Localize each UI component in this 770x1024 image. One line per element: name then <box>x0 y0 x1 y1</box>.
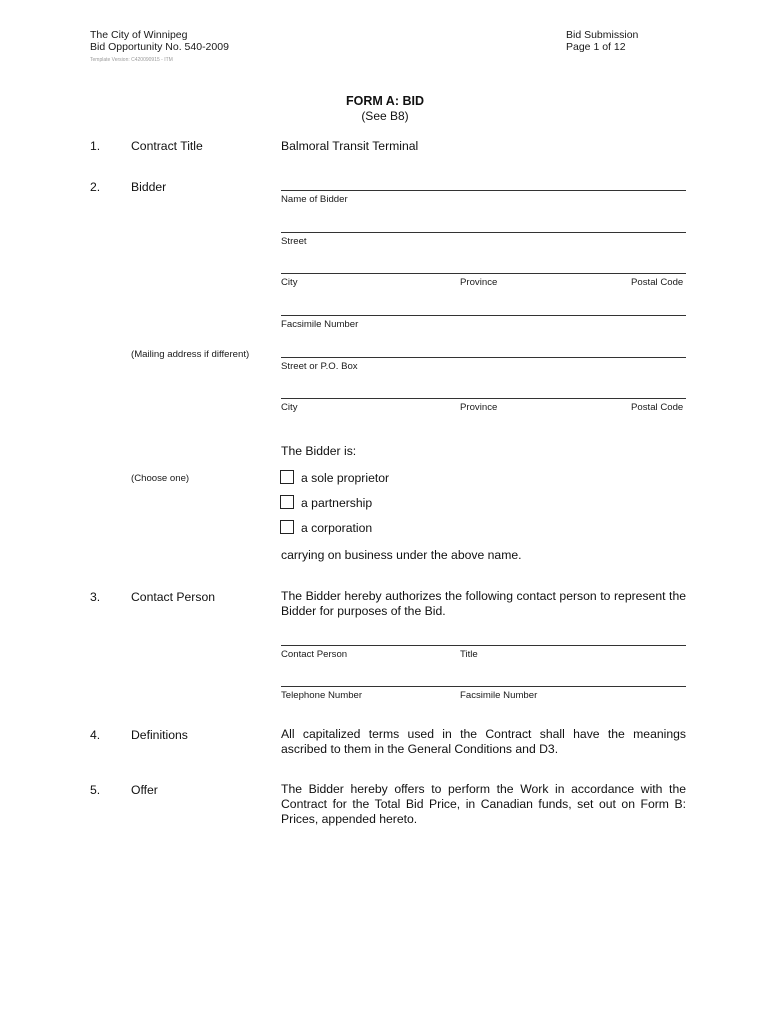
city-province-postal-line[interactable] <box>281 273 686 274</box>
contact-person-field-label: Contact Person <box>281 649 348 660</box>
mailing-address-label: (Mailing address if different) <box>131 349 250 360</box>
definitions-text: All capitalized terms used in the Contract shall have the meanings ascribed to them in the General Conditions and D3. <box>281 727 686 756</box>
section-1-number: 1. <box>90 139 101 153</box>
province-label: Province <box>460 277 498 288</box>
mailing-street-line[interactable] <box>281 357 686 358</box>
mailing-province-label: Province <box>460 402 498 413</box>
sole-proprietor-label: a sole proprietor <box>301 471 390 485</box>
street-po-box-label: Street or P.O. Box <box>281 361 358 372</box>
street-line[interactable] <box>281 232 686 233</box>
facsimile-line[interactable] <box>281 315 686 316</box>
section-3-number: 3. <box>90 590 101 604</box>
section-5-number: 5. <box>90 783 101 797</box>
title-field-label: Title <box>460 649 478 660</box>
telephone-number-label: Telephone Number <box>281 690 363 701</box>
header-bid-opportunity: Bid Opportunity No. 540-2009 <box>90 41 229 53</box>
partnership-label: a partnership <box>301 496 373 510</box>
section-4-label: Definitions <box>131 728 188 742</box>
mailing-city-province-postal-line[interactable] <box>281 398 686 399</box>
facsimile-label: Facsimile Number <box>281 319 359 330</box>
mailing-postal-code-label: Postal Code <box>631 402 684 413</box>
sole-proprietor-checkbox[interactable] <box>280 470 294 484</box>
section-4-number: 4. <box>90 728 101 742</box>
section-2-number: 2. <box>90 180 101 194</box>
name-of-bidder-line[interactable] <box>281 190 686 191</box>
header-city: The City of Winnipeg <box>90 29 188 41</box>
bidder-is-label: The Bidder is: <box>281 444 357 458</box>
partnership-checkbox[interactable] <box>280 495 294 509</box>
telephone-facsimile-line[interactable] <box>281 686 686 687</box>
name-of-bidder-label: Name of Bidder <box>281 194 348 205</box>
section-2-label: Bidder <box>131 180 167 194</box>
corporation-label: a corporation <box>301 521 373 535</box>
header-page-number: Page 1 of 12 <box>566 41 626 53</box>
corporation-checkbox[interactable] <box>280 520 294 534</box>
city-label: City <box>281 277 298 288</box>
section-3-label: Contact Person <box>131 590 216 604</box>
choose-one-label: (Choose one) <box>131 473 190 484</box>
contact-person-text: The Bidder hereby authorizes the following contact person to represent the Bidder for purposes of the Bid. <box>281 589 686 618</box>
postal-code-label: Postal Code <box>631 277 684 288</box>
form-subtitle: (See B8) <box>361 109 409 123</box>
header-bid-submission: Bid Submission <box>566 29 639 41</box>
mailing-city-label: City <box>281 402 298 413</box>
contact-person-title-line[interactable] <box>281 645 686 646</box>
section-1-label: Contract Title <box>131 139 203 153</box>
form-title: FORM A: BID <box>346 94 424 108</box>
street-label: Street <box>281 236 307 247</box>
contact-facsimile-label: Facsimile Number <box>460 690 538 701</box>
offer-text: The Bidder hereby offers to perform the Work in accordance with the Contract for the Total Bid Price, in Canadian funds, set out on Form B: Prices, appended hereto. <box>281 782 686 826</box>
contract-title-value: Balmoral Transit Terminal <box>281 139 419 153</box>
section-5-label: Offer <box>131 783 158 797</box>
template-version: Template Version: C420090915 - ITM <box>90 57 173 63</box>
carrying-on-text: carrying on business under the above name. <box>281 548 522 562</box>
